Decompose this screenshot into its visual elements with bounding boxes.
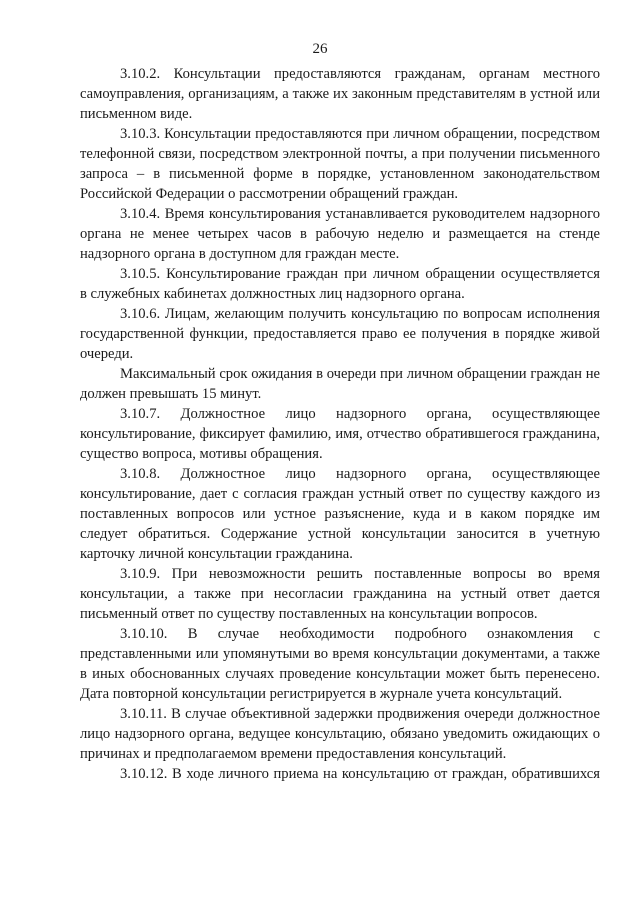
- paragraph-3-10-8: 3.10.8. Должностное лицо надзорного органа, осуществляющее консультирование, дает с согласия граждан устный ответ по существу каждого из поставленных вопросов или устное разъяснение, куда и в каком порядке им следует обратиться. Содержание устной консультации заносится в учетную карточку личной консультации гражданина.: [80, 466, 600, 562]
- paragraph-3-10-3: 3.10.3. Консультации предоставляются при личном обращении, посредством телефонной связи, посредством электронной почты, а при получении письменного запроса – в письменной форме в порядке, установленном законодательством Российской Федерации о рассмотрении обращений граждан.: [80, 126, 600, 202]
- paragraph-3-10-2: 3.10.2. Консультации предоставляются гражданам, органам местного самоуправления, организациям, а также их законным представителям в устной или письменном виде.: [80, 66, 600, 122]
- document-body: [80, 64, 600, 784]
- paragraph-3-10-7: 3.10.7. Должностное лицо надзорного органа, осуществляющее консультирование, фиксирует фамилию, имя, отчество обратившегося гражданина, существо вопроса, мотивы обращения.: [80, 406, 600, 462]
- page-number: 26: [312, 41, 328, 57]
- paragraph-3-10-6: 3.10.6. Лицам, желающим получить консультацию по вопросам исполнения государственной функции, предоставляется право ее получения в порядке живой очереди.: [80, 306, 600, 362]
- paragraph-3-10-9: 3.10.9. При невозможности решить поставленные вопросы во время консультации, а также при несогласии гражданина на устный ответ дается письменный ответ по существу поставленных на консультации вопросов.: [80, 566, 600, 622]
- paragraph-3-10-4: 3.10.4. Время консультирования устанавливается руководителем надзорного органа не менее четырех часов в рабочую неделю и размещается на стенде надзорного органа в доступном для граждан месте.: [80, 206, 600, 262]
- paragraph-3-10-12: 3.10.12. В ходе личного приема на консультацию от граждан, обратившихся: [120, 766, 600, 782]
- paragraph-3-10-11: 3.10.11. В случае объективной задержки продвижения очереди должностное лицо надзорного органа, ведущее консультацию, обязано уведомить ожидающих о причинах и предполагаемом времени предоставления консультаций.: [80, 706, 600, 762]
- paragraph-3-10-10: 3.10.10. В случае необходимости подробного ознакомления с представленными или упомянутыми во время консультации документами, а также в иных обоснованных случаях проведение консультации может быть перенесено. Дата повторной консультации регистрируется в журнале учета консультаций.: [80, 626, 600, 702]
- paragraph-3-10-5: 3.10.5. Консультирование граждан при личном обращении осуществляется: [120, 266, 600, 282]
- paragraph-max-wait: Максимальный срок ожидания в очереди при личном обращении граждан не должен превышать 15 минут.: [80, 366, 600, 402]
- paragraph-3-10-5-continued: в служебных кабинетах должностных лиц надзорного органа.: [80, 286, 465, 302]
